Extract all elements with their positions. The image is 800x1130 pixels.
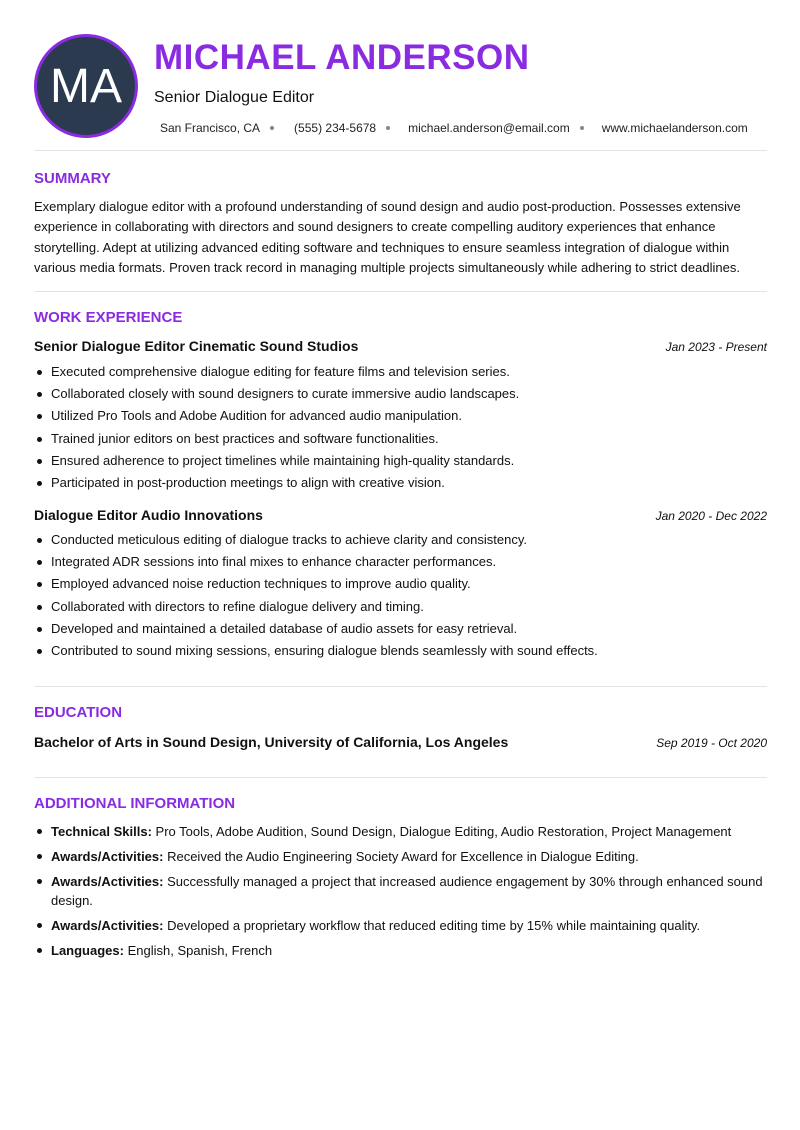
divider: [34, 291, 767, 292]
avatar: [34, 34, 138, 138]
education-entry: [34, 734, 767, 752]
list-item: [34, 941, 774, 960]
item-label: Technical Skills:: [51, 824, 152, 839]
item-text: Received the Audio Engineering Society Award for Excellence in Dialogue Editing.: [163, 849, 639, 864]
list-item: Employed advanced noise reduction techniques to improve audio quality.: [34, 573, 767, 595]
candidate-title: Senior Dialogue Editor: [154, 89, 315, 106]
list-item: [34, 916, 774, 935]
job-bullets: [34, 529, 767, 662]
job-header: [34, 338, 767, 356]
item-label: Awards/Activities:: [51, 874, 164, 889]
experience-heading: WORK EXPERIENCE: [34, 309, 183, 326]
avatar-initials: MA: [50, 59, 122, 113]
divider: [34, 777, 767, 778]
item-label: Awards/Activities:: [51, 849, 164, 864]
list-item: Participated in post-production meetings to align with creative vision.: [34, 472, 767, 494]
list-item: Conducted meticulous editing of dialogue tracks to achieve clarity and consistency.: [34, 529, 767, 551]
list-item: Contributed to sound mixing sessions, ensuring dialogue blends seamlessly with sound effects.: [34, 640, 767, 662]
item-text: Pro Tools, Adobe Audition, Sound Design, Dialogue Editing, Audio Restoration, Project Management: [151, 824, 732, 839]
education-date: Sep 2019 - Oct 2020: [656, 736, 767, 750]
candidate-name: MICHAEL ANDERSON: [154, 38, 530, 77]
summary-heading: SUMMARY: [34, 170, 111, 187]
divider: [34, 686, 767, 687]
list-item: [34, 822, 774, 841]
list-item: Collaborated closely with sound designers to curate immersive audio landscapes.: [34, 383, 767, 405]
contact-line: [160, 121, 748, 135]
contact-phone: (555) 234-5678: [294, 121, 377, 135]
job-role: Dialogue Editor Audio Innovations: [34, 507, 263, 523]
job-role: Senior Dialogue Editor Cinematic Sound Studios: [34, 338, 359, 354]
job-date: Jan 2020 - Dec 2022: [655, 509, 767, 523]
item-label: Languages:: [51, 943, 124, 958]
job-date: Jan 2023 - Present: [665, 340, 767, 354]
list-item: Utilized Pro Tools and Adobe Audition for advanced audio manipulation.: [34, 405, 767, 427]
contact-location: San Francisco, CA: [160, 121, 261, 135]
list-item: Executed comprehensive dialogue editing for feature films and television series.: [34, 361, 767, 383]
list-item: Integrated ADR sessions into final mixes to enhance character performances.: [34, 551, 767, 573]
contact-email[interactable]: michael.anderson@email.com: [408, 121, 570, 135]
additional-list: [34, 822, 774, 966]
list-item: Ensured adherence to project timelines while maintaining high-quality standards.: [34, 450, 767, 472]
item-text: Successfully managed a project that increased audience engagement by 30% through enhanced sound design.: [51, 874, 763, 908]
education-degree: Bachelor of Arts in Sound Design, University of California, Los Angeles: [34, 734, 509, 750]
list-item: Developed and maintained a detailed database of audio assets for easy retrieval.: [34, 618, 767, 640]
job-bullets: [34, 361, 767, 494]
separator-dot: [270, 126, 274, 130]
separator-dot: [386, 126, 390, 130]
job-header: [34, 507, 767, 525]
separator-dot: [580, 126, 584, 130]
contact-website[interactable]: www.michaelanderson.com: [601, 121, 748, 135]
item-label: Awards/Activities:: [51, 918, 164, 933]
additional-heading: ADDITIONAL INFORMATION: [34, 795, 236, 812]
item-text: English, Spanish, French: [123, 943, 273, 958]
list-item: [34, 872, 774, 910]
list-item: [34, 847, 774, 866]
item-text: Developed a proprietary workflow that reduced editing time by 15% while maintaining quality.: [163, 918, 701, 933]
divider: [34, 150, 767, 151]
list-item: Collaborated with directors to refine dialogue delivery and timing.: [34, 596, 767, 618]
list-item: Trained junior editors on best practices and software functionalities.: [34, 428, 767, 450]
summary-text: Exemplary dialogue editor with a profound understanding of sound design and audio post-production. Possesses extensive experience in collaborating with directors and sound designers to create compelling auditory experiences that enhance storytelling. Adept at utilizing advanced editing software and techniques to ensure seamless integration of dialogue within various media formats. Proven track record in managing multiple projects simultaneously while adhering to strict deadlines.: [34, 199, 741, 275]
education-heading: EDUCATION: [34, 704, 123, 721]
